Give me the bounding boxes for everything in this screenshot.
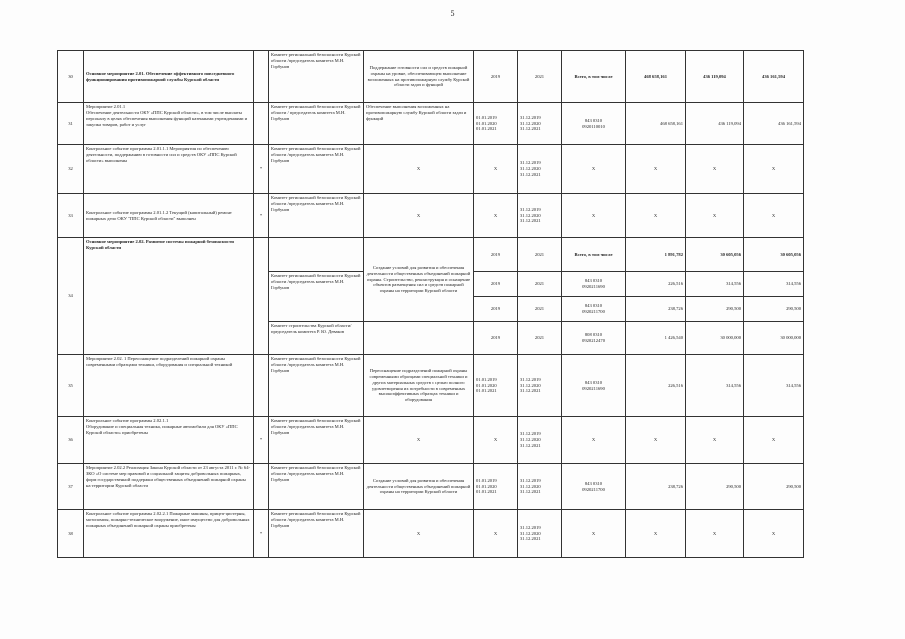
executor: Комитет строительства Курской области/ председатель комитета Р. Ю. Деваков — [269, 322, 364, 355]
value-2020: 436 119,094 — [686, 51, 744, 103]
value-2020: 290,500 — [686, 297, 744, 322]
expected-result: X — [364, 510, 474, 558]
executor: Комитет региональной безопасности Курской области /председатель комитета М.Н. Горбунов — [269, 355, 364, 417]
end-date: 31.12.2019 31.12.2020 31.12.2021 — [518, 417, 562, 464]
value-2020: X — [686, 417, 744, 464]
budget-code: 843 0310 0920211700 — [562, 464, 626, 510]
table-row — [58, 417, 804, 464]
value-2019: 1 891,782 — [626, 238, 686, 272]
table-row — [58, 51, 804, 103]
value-2020: 314,556 — [686, 272, 744, 297]
value-2019: 238,726 — [626, 464, 686, 510]
end-date: 2021 — [518, 238, 562, 272]
control-event-marker: * — [254, 510, 269, 558]
row-number: 33 — [58, 194, 84, 238]
expected-result: X — [364, 417, 474, 464]
start-date: 01.01.2019 01.01.2020 01.01.2021 — [474, 464, 518, 510]
table-row — [58, 103, 804, 145]
value-2020: 290,500 — [686, 464, 744, 510]
value-2020: X — [686, 510, 744, 558]
control-event-marker: * — [254, 145, 269, 194]
end-date: 31.12.2019 31.12.2020 31.12.2021 — [518, 355, 562, 417]
start-date: 2019 — [474, 297, 518, 322]
activity-name: Мероприятие 2.02.2 Реализация Закона Курской области от 23 августа 2011 г. № 64-ЗКО «О системе мер правовой и социальной защиты добровольных пожарных, форм государственной поддержки общественных объединений пожарной охраны на территории Курской области — [84, 464, 254, 510]
budget-code: Всего, в том числе — [562, 238, 626, 272]
budget-code: X — [562, 510, 626, 558]
start-date: 2019 — [474, 51, 518, 103]
value-2021: 290,500 — [744, 297, 804, 322]
start-date: X — [474, 194, 518, 238]
value-2021: X — [744, 194, 804, 238]
budget-code: 843 0310 0920211690 — [562, 272, 626, 297]
value-2021: 30 000,000 — [744, 322, 804, 355]
table-row — [58, 510, 804, 558]
expected-result: X — [364, 194, 474, 238]
expected-result: Обеспечение выполнения возложенных на противопожарную службу Курской области задач и функций — [364, 103, 474, 145]
end-date: 31.12.2019 31.12.2020 31.12.2021 — [518, 103, 562, 145]
value-2020: X — [686, 145, 744, 194]
end-date: 2021 — [518, 51, 562, 103]
expected-result: Создание условий для развития и обеспечения деятельности общественных объединений пожарной охраны. Строительство, реконструкция и оснащение объектов размещения сил и средств пожарной охраны на территории Курской области — [364, 238, 474, 322]
row-number: 36 — [58, 417, 84, 464]
value-2019: 226,516 — [626, 272, 686, 297]
row-number: 38 — [58, 510, 84, 558]
value-2019: 1 426,540 — [626, 322, 686, 355]
value-2019: X — [626, 510, 686, 558]
budget-code: 843 0310 0920211700 — [562, 297, 626, 322]
start-date: X — [474, 510, 518, 558]
expected-result: Переоснащение подразделений пожарной охраны современными образцами специальной техники и других материальных средств с целью полного удовлетворения их потребности в современных высокоэффективных образцах техники и оборудования — [364, 355, 474, 417]
page-number: 5 — [450, 9, 455, 18]
start-date: 2019 — [474, 272, 518, 297]
end-date: 31.12.2019 31.12.2020 31.12.2021 — [518, 194, 562, 238]
budget-code: 843 0310 0920211690 — [562, 355, 626, 417]
row-number: 35 — [58, 355, 84, 417]
value-2019: 238,726 — [626, 297, 686, 322]
executor: Комитет региональной безопасности Курской области /председатель комитета М.Н. Горбунов — [269, 145, 364, 194]
value-2019: X — [626, 417, 686, 464]
program-table — [57, 50, 804, 558]
value-2021: X — [744, 417, 804, 464]
activity-name: Контрольное событие программы 2.02.2.1 Пожарные машины, прицеп-цистерны, мотопомпы, пожарно-техническое вооружение, иное имущество для добровольных пожарных объединений пожарной охраны приобретены — [84, 510, 254, 558]
value-2019: 468 658,161 — [626, 51, 686, 103]
budget-code: 808 0310 0920212470 — [562, 322, 626, 355]
end-date: 31.12.2019 31.12.2020 31.12.2021 — [518, 510, 562, 558]
activity-name: Контрольное событие программы 2.01.1.1 Мероприятия по обеспечению деятельности, поддержанию в готовности сил и средств ОКУ «ППС Курской области» выполнены — [84, 145, 254, 194]
value-2021: 314,556 — [744, 272, 804, 297]
executor: Комитет региональной безопасности Курской области / председатель комитета М.Н. Горбунов — [269, 103, 364, 145]
end-date: 2021 — [518, 297, 562, 322]
executor: Комитет региональной безопасности Курской области /председатель комитета М.Н. Горбунов — [269, 417, 364, 464]
end-date: 2021 — [518, 322, 562, 355]
expected-result: Поддержание готовности сил и средств пожарной охраны на уровне, обеспечивающем выполнение возложенных на противопожарную службу Курской области задач и функций — [364, 51, 474, 103]
value-2019: X — [626, 145, 686, 194]
executor: Комитет региональной безопасности Курской области /председатель комитета М.Н. Горбунов — [269, 272, 364, 322]
value-2020: 30 000,000 — [686, 322, 744, 355]
activity-name: Основное мероприятие 2.01. Обеспечение эффективного повседневного функционирования противопожарной службы Курской области — [84, 51, 254, 103]
value-2021: 314,556 — [744, 355, 804, 417]
value-2021: 436 161,594 — [744, 51, 804, 103]
table-row — [58, 145, 804, 194]
value-2021: 436 161,594 — [744, 103, 804, 145]
value-2020: X — [686, 194, 744, 238]
start-date: X — [474, 417, 518, 464]
executor: Комитет региональной безопасности Курской области /председатель комитета М.Н. Горбунов — [269, 51, 364, 103]
end-date: 31.12.2019 31.12.2020 31.12.2021 — [518, 464, 562, 510]
budget-code: X — [562, 194, 626, 238]
row-number: 37 — [58, 464, 84, 510]
value-2021: X — [744, 510, 804, 558]
value-2021: 30 605,056 — [744, 238, 804, 272]
control-event-marker: * — [254, 194, 269, 238]
expected-result: Создание условий для развития и обеспечения деятельности общественных объединений пожарной охраны на территории Курской области — [364, 464, 474, 510]
row-number: 30 — [58, 51, 84, 103]
row-number: 34 — [58, 238, 84, 355]
start-date: 01.01.2019 01.01.2020 01.01.2021 — [474, 103, 518, 145]
value-2019: X — [626, 194, 686, 238]
row-number: 31 — [58, 103, 84, 145]
activity-name: Основное мероприятие 2.02. Развитие системы пожарной безопасности Курской области — [84, 238, 254, 355]
activity-name: Контрольное событие программы 2.01.1.2 Текущий (капитальный) ремонт пожарных депо ОКУ "ППС Курской области" выполнен — [84, 194, 254, 238]
control-event-marker: * — [254, 417, 269, 464]
expected-result: X — [364, 145, 474, 194]
table-row — [58, 238, 804, 272]
table-row — [58, 464, 804, 510]
budget-code: X — [562, 417, 626, 464]
executor: Комитет региональной безопасности Курской области /председатель комитета М.Н. Горбунов — [269, 464, 364, 510]
value-2021: 290,500 — [744, 464, 804, 510]
value-2020: 314,556 — [686, 355, 744, 417]
executor: Комитет региональной безопасности Курской области /председатель комитета М.Н. Горбунов — [269, 194, 364, 238]
value-2020: 436 119,094 — [686, 103, 744, 145]
table-row — [58, 194, 804, 238]
activity-name: Мероприятие 2.01.1 Обеспечение деятельности ОКУ «ППС Курской области», в том числе выплаты персоналу в целях обеспечения выполнения функций казенными учреждениями и закупка товаров, работ и услуг — [84, 103, 254, 145]
budget-code: X — [562, 145, 626, 194]
end-date: 31.12.2019 31.12.2020 31.12.2021 — [518, 145, 562, 194]
start-date: X — [474, 145, 518, 194]
executor: Комитет региональной безопасности Курской области /председатель комитета М.Н. Горбунов — [269, 510, 364, 558]
value-2020: 30 605,056 — [686, 238, 744, 272]
value-2021: X — [744, 145, 804, 194]
value-2019: 226,516 — [626, 355, 686, 417]
budget-code: Всего, в том числе — [562, 51, 626, 103]
end-date: 2021 — [518, 272, 562, 297]
table-row — [58, 355, 804, 417]
start-date: 2019 — [474, 322, 518, 355]
budget-code: 843 0310 0920110010 — [562, 103, 626, 145]
start-date: 01.01.2019 01.01.2020 01.01.2021 — [474, 355, 518, 417]
row-number: 32 — [58, 145, 84, 194]
activity-name: Контрольное событие программы 2.02.1.1 Оборудование и специальная техника, пожарные автомобили для ОКУ «ППС Курской области» приобретены — [84, 417, 254, 464]
start-date: 2019 — [474, 238, 518, 272]
value-2019: 468 658,161 — [626, 103, 686, 145]
activity-name: Мероприятие 2.02. 1 Переоснащение подразделений пожарной охраны современными образцами техники, оборудования и специальной техникой — [84, 355, 254, 417]
